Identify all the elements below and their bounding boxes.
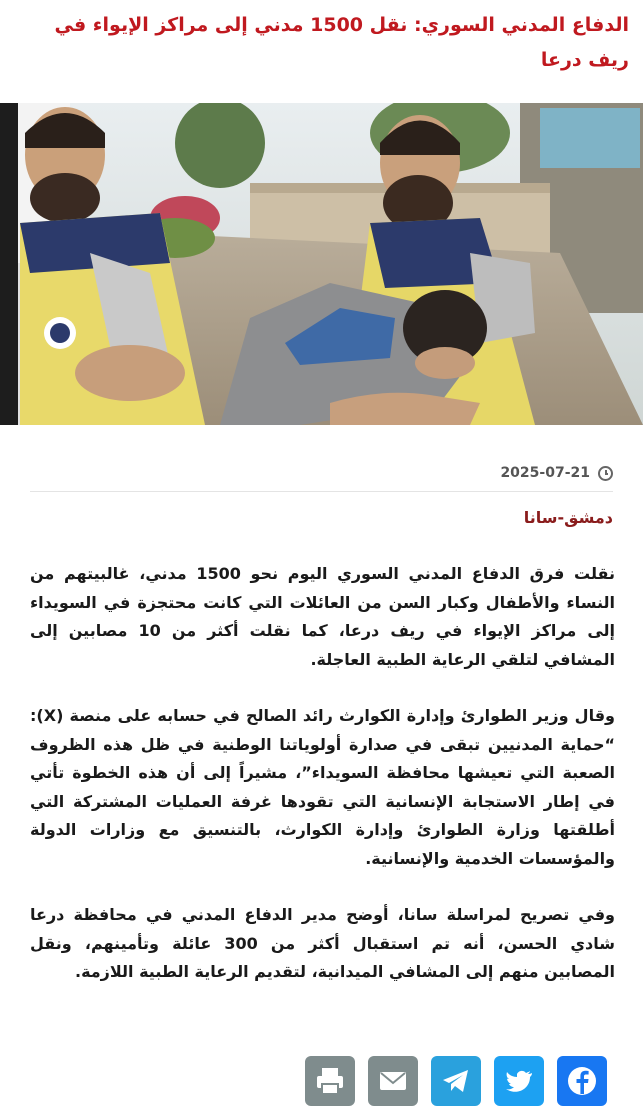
dateline: دمشق-سانا	[523, 508, 613, 527]
twitter-bird-icon	[502, 1064, 536, 1098]
telegram-icon	[439, 1064, 473, 1098]
publish-date: 2025-07-21	[500, 465, 590, 481]
print-button[interactable]	[305, 1056, 355, 1106]
paragraph: وفي تصريح لمراسلة سانا، أوضح مدير الدفاع المدني في محافظة درعا شادي الحسن، أنه تم استقبال أكثر من 300 عائلة وتأمينهم، ونقل المصابين منهم إلى المشافي الميدانية، لتقديم الرعاية الطبية اللازمة.	[30, 905, 615, 981]
twitter-button[interactable]	[494, 1056, 544, 1106]
clock-icon	[598, 466, 613, 481]
article-meta	[30, 455, 613, 492]
share-bar	[305, 1056, 607, 1108]
article-body	[30, 560, 615, 1015]
facebook-icon	[565, 1064, 599, 1098]
envelope-icon	[376, 1064, 410, 1098]
email-button[interactable]	[368, 1056, 418, 1106]
article-photo	[0, 103, 643, 425]
paragraph: نقلت فرق الدفاع المدني السوري اليوم نحو 1500 مدني، غالبيتهم من النساء والأطفال وكبار السن من العائلات التي كانت محتجزة في السويداء إلى مراكز الإيواء في ريف درعا، كما نقلت أكثر من 10 مصابين إلى المشافي لتلقي الرعاية الطبية العاجلة.	[30, 564, 616, 669]
paragraph: وقال وزير الطوارئ وإدارة الكوارث رائد الصالح في حسابه على منصة (X): “حماية المدنيين تبقى في صدارة أولوياتنا الوطنية في ظل هذه الظروف الصعبة التي تعيشها محافظة السويداء”، مشيراً إلى أن هذه الخطوة تأتي في إطار الاستجابة الإنسانية التي تقودها غرفة العمليات المشتركة التي أطلقتها وزارة الطوارئ وإدارة الكوارث، بالتنسيق مع وزارات الدولة والمؤسسات الخدمية والإنسانية.	[30, 706, 615, 868]
printer-icon	[313, 1064, 347, 1098]
article-headline: الدفاع المدني السوري: نقل 1500 مدني إلى مراكز الإيواء في ريف درعا	[54, 14, 629, 71]
facebook-button[interactable]	[557, 1056, 607, 1106]
telegram-button[interactable]	[431, 1056, 481, 1106]
